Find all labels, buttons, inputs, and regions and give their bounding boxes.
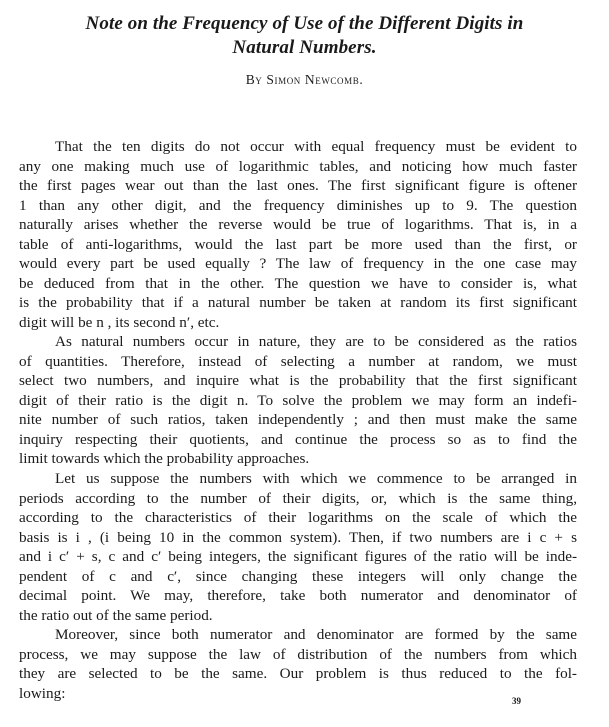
text-line: nite number of such ratios, taken independently ; and then must make the same bbox=[19, 411, 577, 428]
text-line: decimal point. We may, therefore, take both numerator and denominator of bbox=[19, 587, 577, 604]
paragraph-1 bbox=[19, 137, 577, 332]
text-line: be deduced from that in the other. The question we have to consider is, what bbox=[19, 274, 577, 292]
text-line: periods according to the number of their digits, or, which is the same thing, bbox=[19, 489, 577, 507]
text-line: basis is i , (i being 10 in the common system). Then, if two numbers are i c + s bbox=[19, 528, 577, 546]
text-line: according to the characteristics of their logarithms on the scale of which the bbox=[19, 509, 577, 526]
text-line: the ratio out of the same period. bbox=[19, 606, 213, 624]
text-line: As natural numbers occur in nature, they are to be considered as the ratios bbox=[55, 333, 577, 350]
text-line: Moreover, since both numerator and denominator are formed by the same bbox=[55, 626, 577, 643]
text-line: the first pages wear out than the last ones. The first significant figure is oftener bbox=[19, 177, 577, 194]
paragraph-2 bbox=[19, 332, 577, 469]
text-line: naturally arises whether the reverse would be true of logarithms. That is, in a bbox=[19, 216, 577, 233]
text-line: would every part be used equally ? The law of frequency in the one case may bbox=[19, 255, 577, 272]
text-line: pendent of c and c′, since changing these integers will only change the bbox=[19, 567, 577, 585]
text-line: they are selected to be the same. Our problem is thus reduced to the fol- bbox=[19, 665, 577, 682]
text-line: Let us suppose the numbers with which we commence to be arranged in bbox=[55, 470, 577, 487]
byline bbox=[0, 72, 609, 88]
article-title bbox=[0, 12, 609, 60]
text-line: any one making much use of logarithmic tables, and noticing how much faster bbox=[19, 157, 577, 175]
title-line-2: Natural Numbers. bbox=[232, 37, 377, 58]
text-line: 1 than any other digit, and the frequency diminishes up to 9. The question bbox=[19, 196, 577, 214]
text-line: That the ten digits do not occur with equal frequency must be evident to bbox=[55, 138, 577, 155]
text-line: lowing: bbox=[19, 684, 66, 702]
byline-by: By bbox=[245, 72, 263, 87]
text-line: table of anti-logarithms, would the last part be more used than the first, or bbox=[19, 235, 577, 253]
paragraph-4 bbox=[19, 625, 577, 703]
paragraph-3 bbox=[19, 469, 577, 625]
title-line-1: Note on the Frequency of Use of the Different Digits in bbox=[85, 13, 524, 34]
byline-author: Simon Newcomb. bbox=[266, 72, 364, 87]
text-line: limit towards which the probability approaches. bbox=[19, 450, 310, 467]
text-line: is the probability that if a natural number be taken at random its first significant bbox=[19, 294, 577, 311]
text-line: digit of their ratio is the digit n. To solve the problem we may form an indefi- bbox=[19, 391, 577, 409]
text-line: of quantities. Therefore, instead of selecting a number at random, we must bbox=[19, 352, 577, 370]
text-line: select two numbers, and inquire what is the probability that the first significant bbox=[19, 372, 577, 389]
text-line: digit will be n , its second n′, etc. bbox=[19, 313, 220, 331]
text-line: inquiry respecting their quotients, and continue the process so as to find the bbox=[19, 430, 577, 448]
text-line: process, we may suppose the law of distribution of the numbers from which bbox=[19, 645, 577, 663]
text-line: and i c′ + s, c and c′ being integers, the significant figures of the ratio will be inde- bbox=[19, 548, 577, 565]
page-number: 39 bbox=[512, 696, 521, 706]
